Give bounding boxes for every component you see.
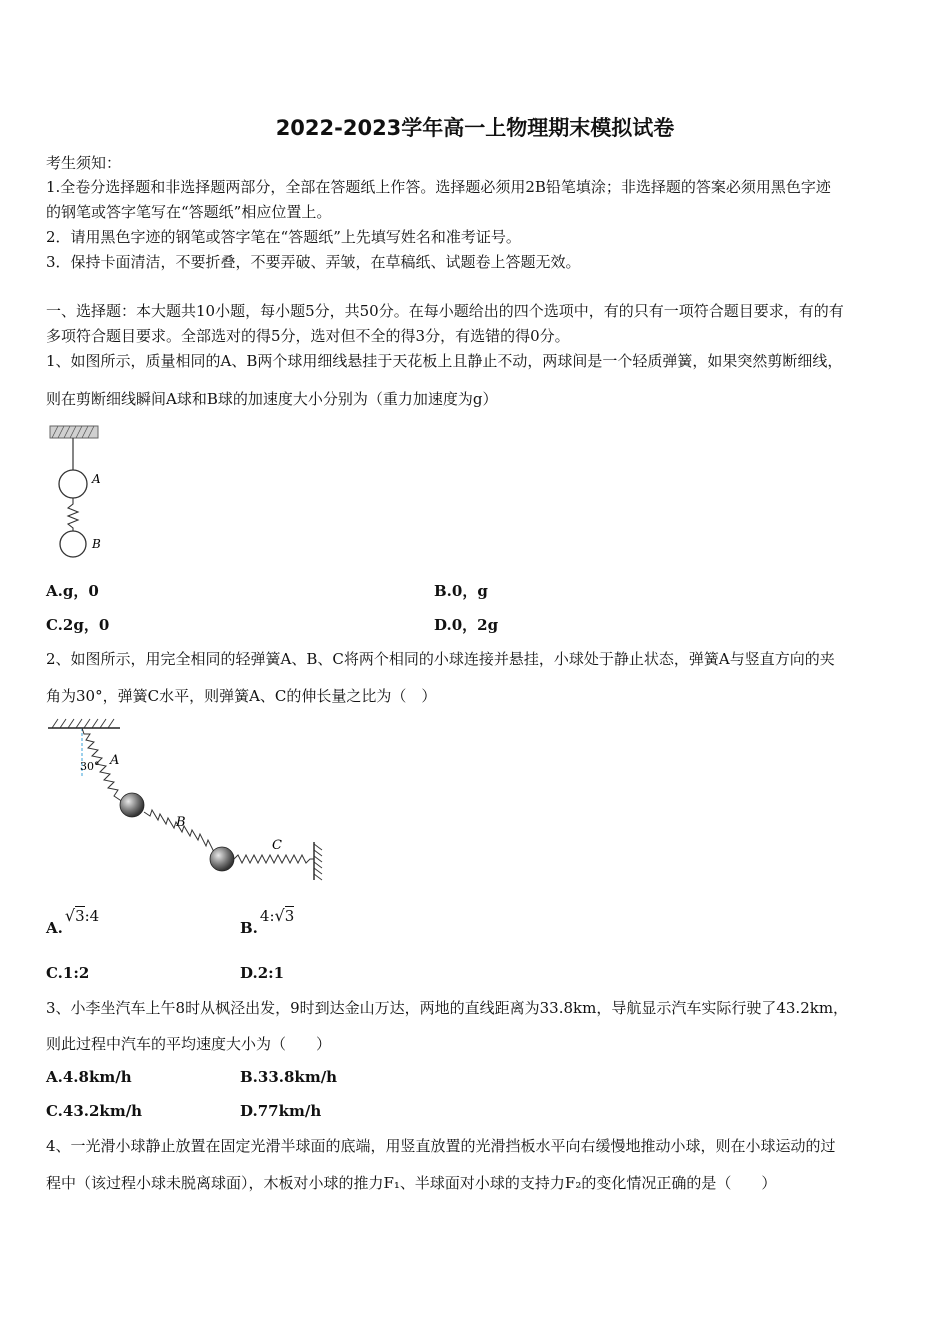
notice-item-1: 1.全卷分选择题和非选择题两部分，全部在答题纸上作答。选择题必须用2B铅笔填涂；非选择题的答案必须用黑色字迹 [46,178,831,196]
label-a: A [92,472,101,486]
q1-option-d[interactable]: D.0，2g [434,616,499,634]
section-intro-line-2: 多项符合题目要求。全部选对的得5分，选对但不全的得3分，有选错的得0分。 [46,327,570,345]
spring-c [234,855,314,863]
notice-heading: 考生须知： [46,154,122,172]
q2-option-b-lead: 4: [259,907,275,925]
label-b: B [92,537,101,551]
q1-option-a[interactable]: A.g，0 [46,582,99,600]
q2-option-b-radicand: 3 [284,907,295,925]
ball-b [60,531,86,557]
q2-option-d[interactable]: D.2:1 [240,964,285,982]
notice-item-1-cont: 的钢笔或答字笔写在“答题纸”相应位置上。 [46,203,332,221]
page-title: 2022-2023学年高一上物理期末模拟试卷 [275,116,675,140]
ball-1 [120,793,144,817]
question-3-line-1: 3、小李坐汽车上午8时从枫泾出发，9时到达金山万达，两地的直线距离为33.8km，导航显示汽车实际行驶了43.2km， [46,999,849,1017]
question-1-line-1: 1、如图所示，质量相同的A、B两个球用细线悬挂于天花板上且静止不动，两球间是一个轻质弹簧，如果突然剪断细线， [46,352,843,370]
q1-option-c[interactable]: C.2g，0 [46,616,110,634]
question-2-figure [44,716,329,886]
question-3-line-2: 则此过程中汽车的平均速度大小为（ ） [46,1035,332,1053]
q2-option-a-radicand: 3 [75,907,85,925]
q3-option-d[interactable]: D.77km/h [240,1102,322,1120]
label-b: B [176,815,186,830]
question-1-figure [44,422,114,562]
q2-option-a-prefix: A. [46,919,63,937]
question-4-line-2: 程中（该过程小球未脱离球面），木板对小球的推力F₁、半球面对小球的支持力F₂的变化情况正确的是（ ） [46,1174,777,1192]
notice-item-2: 2．请用黑色字迹的钢笔或答字笔在“答题纸”上先填写姓名和准考证号。 [46,228,521,246]
question-2-line-2: 角为30°，弹簧C水平，则弹簧A、C的伸长量之比为（ ） [46,687,437,705]
spring [68,498,78,532]
q2-option-a-expr: √3:4 [64,906,100,925]
question-2-line-1: 2、如图所示，用完全相同的轻弹簧A、B、C将两个相同的小球连接并悬挂，小球处于静止状态，弹簧A与竖直方向的夹 [46,650,835,668]
notice-item-3: 3．保持卡面清洁，不要折叠，不要弄破、弄皱，在草稿纸、试题卷上答题无效。 [46,253,581,271]
ball-a [59,470,87,498]
q3-option-b[interactable]: B.33.8km/h [240,1068,338,1086]
q3-option-c[interactable]: C.43.2km/h [46,1102,143,1120]
angle-label: 30° [80,760,100,773]
q2-option-a[interactable] [46,906,100,937]
question-4-line-1: 4、一光滑小球静止放置在固定光滑半球面的底端，用竖直放置的光滑挡板水平向右缓慢地推动小球，则在小球运动的过 [46,1137,836,1155]
q2-option-b-prefix: B. [240,919,258,937]
q2-option-b[interactable] [240,906,295,937]
q2-option-b-expr: 4:√3 [259,906,295,925]
question-1-line-2: 则在剪断细线瞬间A球和B球的加速度大小分别为（重力加速度为g） [46,390,498,408]
label-a: A [110,753,120,768]
q3-option-a[interactable]: A.4.8km/h [46,1068,132,1086]
q1-option-b[interactable]: B.0，g [434,582,488,600]
label-c: C [272,838,282,853]
q2-option-a-rest: :4 [84,907,100,925]
ball-2 [210,847,234,871]
q2-option-c[interactable]: C.1:2 [46,964,90,982]
section-intro-line-1: 一、选择题：本大题共10小题，每小题5分，共50分。在每小题给出的四个选项中，有的只有一项符合题目要求，有的有 [46,302,844,320]
